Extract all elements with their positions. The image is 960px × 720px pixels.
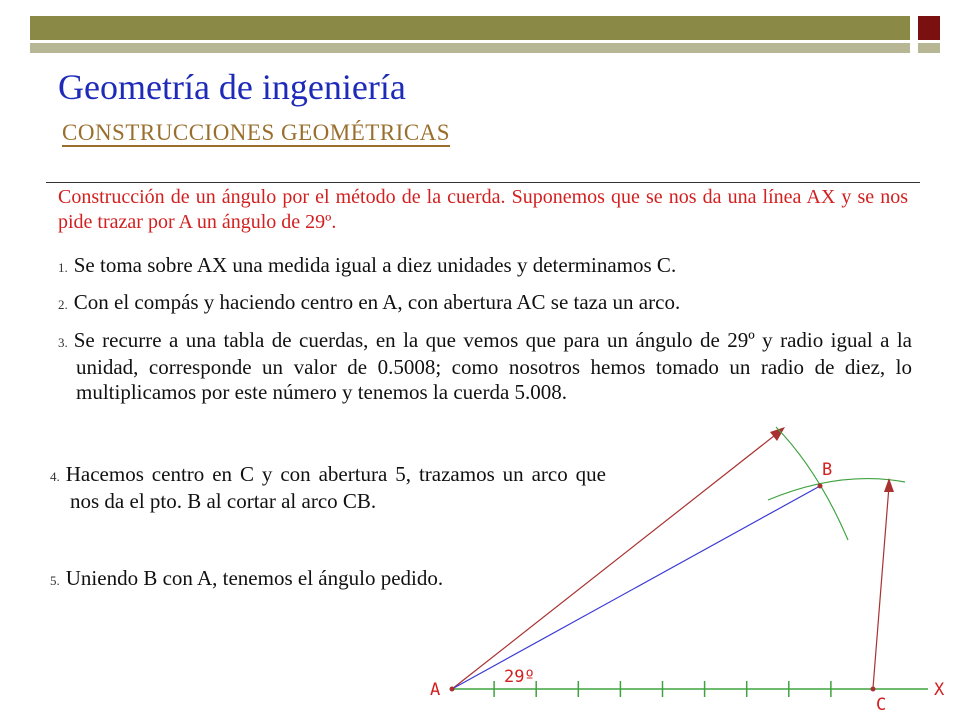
label-b: B <box>822 460 833 480</box>
intro-text: Construcción de un ángulo por el método de la cuerda. Suponemos que se nos da una línea AX y se nos pide trazar por A un ángulo de 29º. <box>58 186 908 233</box>
point-c <box>871 687 876 692</box>
arc-from-c <box>768 479 905 500</box>
angle-label: 29º <box>504 667 535 687</box>
step-text: Con el compás y haciendo centro en A, con abertura AC se taza un arco. <box>73 290 681 314</box>
step-number: 3. <box>58 335 68 350</box>
step-text: Uniendo B con A, tenemos el ángulo pedido. <box>65 566 444 590</box>
step-number: 5. <box>50 573 60 588</box>
step-text: Se recurre a una tabla de cuerdas, en la que vemos que para un ángulo de 29º y radio igual a la unidad, corresponde un valor de 0.5008; como nosotros hemos tomado un radio de diez, lo multiplicamos por este número y tenemos la cuerda 5.008. <box>73 328 912 404</box>
step-text: Se toma sobre AX una medida igual a diez unidades y determinamos C. <box>73 253 677 277</box>
arc-from-a <box>776 427 848 540</box>
chord-line <box>873 486 889 688</box>
ray-line <box>452 432 779 689</box>
page-title: Geometría de ingeniería <box>58 67 406 107</box>
point-a <box>450 687 455 692</box>
label-c: C <box>876 695 887 715</box>
point-b <box>818 484 823 489</box>
step-number: 4. <box>50 469 60 484</box>
step-number: 1. <box>58 260 68 275</box>
section-subtitle[interactable]: CONSTRUCCIONES GEOMÉTRICAS <box>62 120 451 145</box>
line-ab <box>452 486 820 689</box>
label-a: A <box>430 680 441 700</box>
label-x: X <box>934 680 945 700</box>
step-number: 2. <box>58 297 68 312</box>
step-text: Hacemos centro en C y con abertura 5, trazamos un arco que nos da el pto. B al cortar al arco CB. <box>65 462 606 513</box>
